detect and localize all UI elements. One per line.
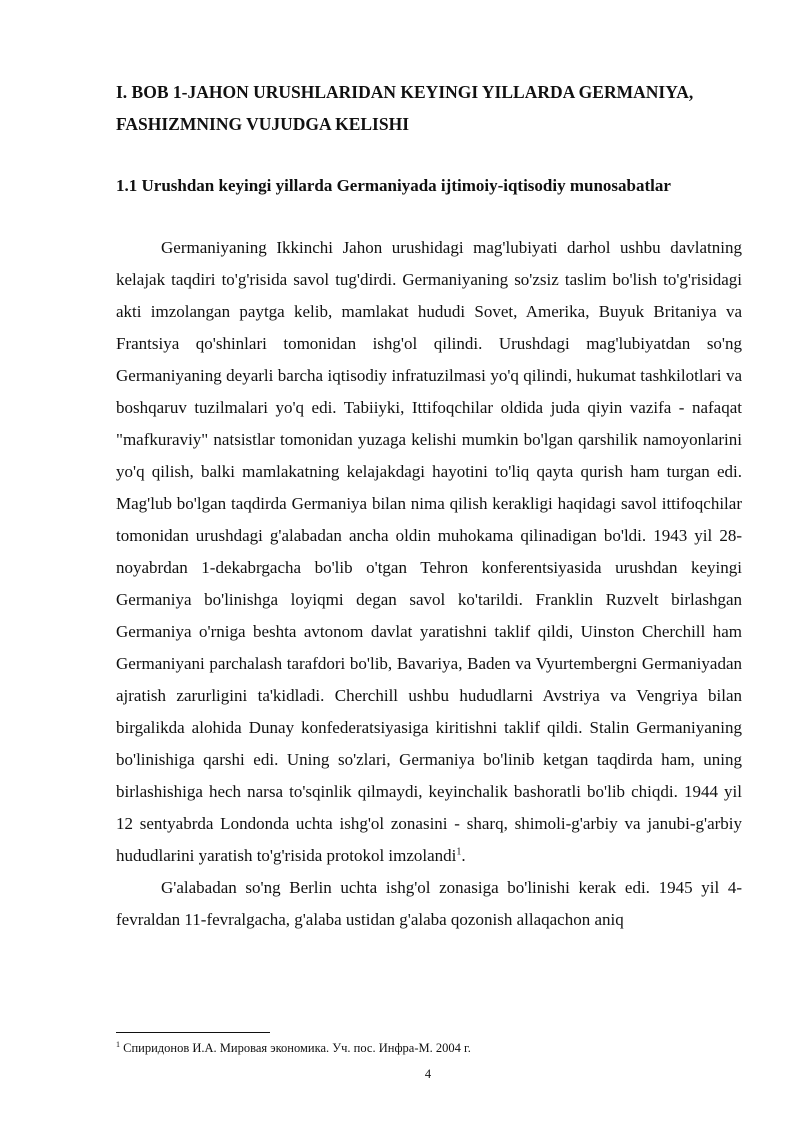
section-title: 1.1 Urushdan keyingi yillarda Germaniyada ijtimoiy-iqtisodiy munosabatlar (116, 176, 671, 195)
footnote-divider (116, 1032, 270, 1033)
paragraph-end: . (461, 846, 466, 865)
footnote-text: Спиридонов И.А. Мировая экономика. Уч. пос. Инфра-М. 2004 г. (120, 1041, 471, 1055)
body-text (116, 232, 742, 936)
footnote-marker: 1 (116, 1039, 120, 1049)
footnote (116, 1040, 742, 1056)
paragraph: G'alabadan so'ng Berlin uchta ishg'ol zonasiga bo'linishi kerak edi. 1945 yil 4-fevraldan 11-fevralgacha, g'alaba ustidan g'alaba qozonish allaqachon aniq (116, 878, 742, 929)
footnote-reference[interactable]: 1 (456, 846, 462, 858)
page-number: 4 (424, 1067, 432, 1081)
paragraph-text: Germaniyaning Ikkinchi Jahon urushidagi mag'lubiyati darhol ushbu davlatning kelajak taqdiri to'g'risida savol tug'dirdi. Germaniyaning so'zsiz taslim bo'lish to'g'risidagi akti imzolangan paytga kelib, mamlakat hududi Sovet, Amerika, Buyuk Britaniya va Frantsiya qo'shinlari tomonidan ishg'ol qilindi. Urushdagi mag'lubiyatdan so'ng Germaniyaning deyarli barcha iqtisodiy infratuzilmasi yo'q qilindi, hukumat tashkilotlari va boshqaruv tuzilmalari yo'q edi. Tabiiyki, Ittifoqchilar oldida juda qiyin vazifa - nafaqat "mafkuraviy" natsistlar tomonidan yuzaga kelishi mumkin bo'lgan qarshilik namoyonlarini yo'q qilish, balki mamlakatning kelajakdagi hayotini to'liq qayta qurish ham turgan edi. Mag'lub bo'lgan taqdirda Germaniya bilan nima qilish kerakligi haqidagi savol ittifoqchilar tomonidan urushdagi g'alabadan ancha oldin muhokama qilinadigan bo'ldi. 1943 yil 28-noyabrdan 1-dekabrgacha bo'lib o'tgan Tehron konferentsiyasida urushdan keyingi Germaniya bo'linishga loyiqmi degan savol ko'tarildi. Franklin Ruzvelt birlashgan Germaniya o'rniga beshta avtonom davlat yaratishni taklif qildi, Uinston Cherchill ham Germaniyani parchalash tarafdori bo'lib, Bavariya, Baden va Vyurtembergni Germaniyadan ajratish zarurligini ta'kidladi. Cherchill ushbu hududlarni Avstriya va Vengriya bilan birgalikda alohida Dunay konfederatsiyasiga kiritishni taklif qildi. Stalin Germaniyaning bo'linishiga qarshi edi. Uning so'zlari, Germaniya bo'linib ketgan taqdirda ham, uning birlashishiga hech narsa to'sqinlik qilmaydi, keyinchalik bashoratli bo'lib chiqdi. 1944 yil 12 sentyabrda Londonda uchta ishg'ol zonasini - sharq, shimoli-g'arbiy va janubi-g'arbiy hududlarini yaratish to'g'risida protokol imzolandi (116, 238, 742, 865)
paragraph (116, 232, 742, 872)
chapter-title: I. BOB 1-JAHON URUSHLARIDAN KEYINGI YILLARDA GERMANIYA, FASHIZMNING VUJUDGA KELISHI (116, 82, 694, 134)
